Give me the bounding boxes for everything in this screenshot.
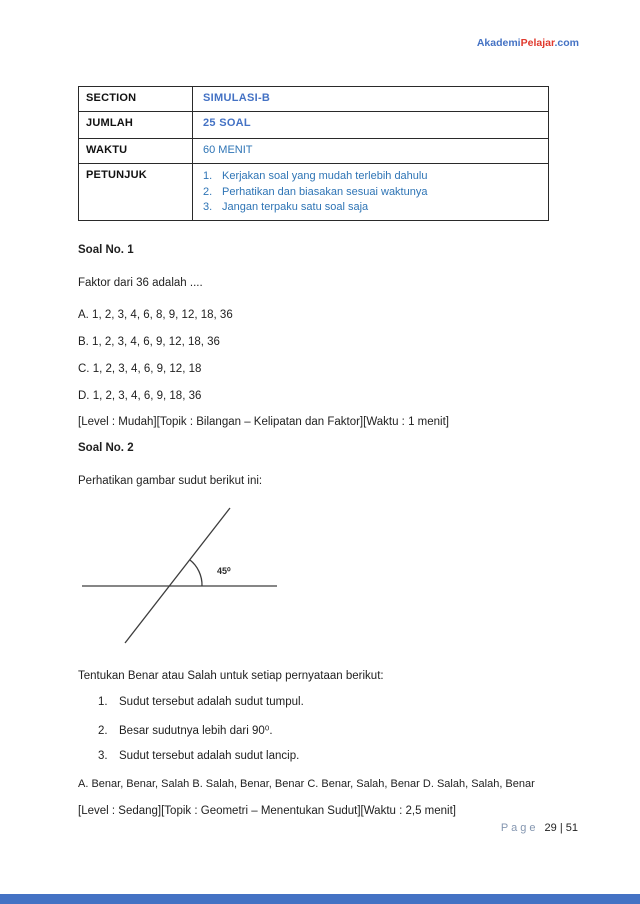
question-2-options-line: A. Benar, Benar, Salah B. Salah, Benar, Benar C. Benar, Salah, Benar D. Salah, Salah, Benar (78, 778, 535, 790)
petunjuk-item-text: Jangan terpaku satu soal saja (222, 201, 369, 213)
petunjuk-item (203, 185, 540, 201)
statement-1 (98, 696, 304, 708)
statement-2-text: Besar sudutnya lebih dari 90⁰. (119, 725, 273, 737)
statement-2 (98, 723, 273, 737)
question-1-option-a: A. 1, 2, 3, 4, 6, 8, 9, 12, 18, 36 (78, 309, 233, 321)
statement-1-text: Sudut tersebut adalah sudut tumpul. (119, 696, 304, 708)
brand-akademi: Akademi (476, 37, 521, 49)
statement-2-number: 2. (98, 725, 108, 737)
question-2-meta: [Level : Sedang][Topik : Geometri – Menentukan Sudut][Waktu : 2,5 menit] (78, 805, 457, 817)
statement-3-text: Sudut tersebut adalah sudut lancip. (119, 750, 300, 762)
waktu-label: WAKTU (79, 139, 193, 164)
question-1-text: Faktor dari 36 adalah .... (78, 277, 203, 289)
petunjuk-item-number: 1. (203, 170, 213, 182)
site-brand (477, 37, 579, 49)
page-word: Page (500, 822, 539, 834)
section-value: SIMULASI-B (193, 87, 549, 112)
petunjuk-item-number: 3. (203, 201, 213, 213)
brand-pelajar: Pelajar (520, 37, 555, 49)
petunjuk-value (193, 164, 549, 221)
section-label: SECTION (79, 87, 193, 112)
petunjuk-item-number: 2. (203, 185, 213, 198)
info-table (78, 86, 549, 221)
angle-value-label: 45⁰ (217, 566, 231, 576)
jumlah-label: JUMLAH (79, 112, 193, 139)
page-footer (501, 822, 578, 834)
table-row-section (79, 87, 549, 112)
brand-domain: .com (554, 37, 579, 49)
angle-arc (190, 560, 202, 586)
question-2-heading: Soal No. 2 (78, 442, 134, 454)
question-1-option-d: D. 1, 2, 3, 4, 6, 9, 18, 36 (78, 390, 202, 402)
page-number: 29 | 51 (544, 822, 578, 834)
footer-accent-bar (0, 894, 640, 904)
statement-1-number: 1. (98, 696, 108, 708)
table-row-waktu (79, 139, 549, 164)
question-1-option-c: C. 1, 2, 3, 4, 6, 9, 12, 18 (78, 363, 202, 375)
petunjuk-item-text: Kerjakan soal yang mudah terlebih dahulu (222, 170, 428, 182)
statement-3 (98, 750, 299, 762)
petunjuk-label: PETUNJUK (79, 164, 193, 221)
question-2-prompt: Tentukan Benar atau Salah untuk setiap pernyataan berikut: (78, 670, 384, 682)
table-row-jumlah (79, 112, 549, 139)
table-row-petunjuk (79, 164, 549, 221)
question-1-option-b: B. 1, 2, 3, 4, 6, 9, 12, 18, 36 (78, 336, 220, 348)
question-1-heading: Soal No. 1 (78, 244, 134, 256)
angle-diagram (78, 503, 313, 651)
statement-3-number: 3. (98, 750, 108, 762)
petunjuk-item (203, 200, 540, 216)
jumlah-value: 25 SOAL (193, 112, 549, 139)
question-1-meta: [Level : Mudah][Topik : Bilangan – Kelipatan dan Faktor][Waktu : 1 menit] (78, 416, 449, 428)
waktu-value: 60 MENIT (193, 139, 549, 164)
diagonal-line (125, 508, 230, 643)
question-2-intro: Perhatikan gambar sudut berikut ini: (78, 475, 263, 487)
petunjuk-item-text: Perhatikan dan biasakan sesuai waktunya (222, 185, 428, 198)
petunjuk-item (203, 169, 540, 185)
